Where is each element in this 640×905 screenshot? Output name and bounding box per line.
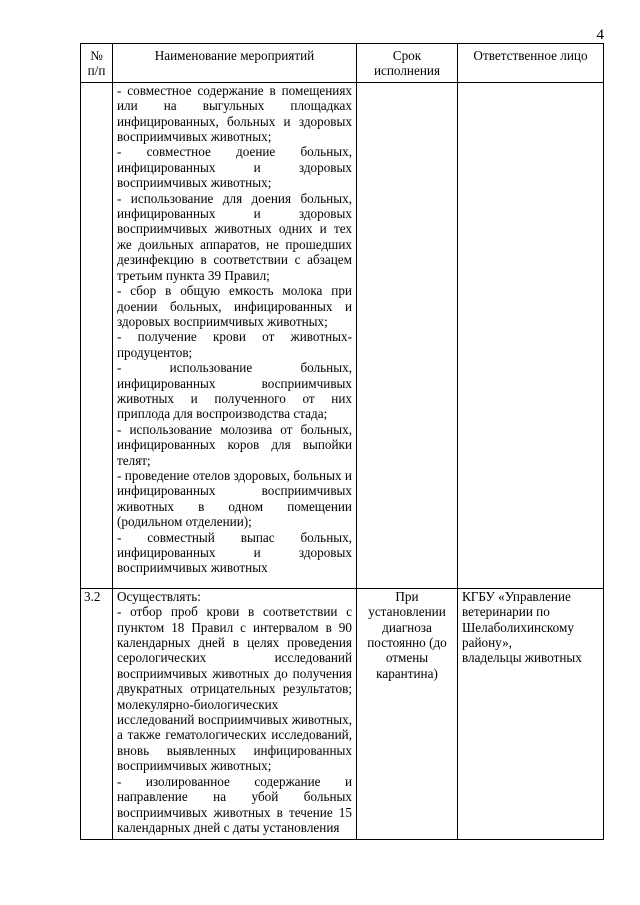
term-cell — [357, 588, 458, 839]
page-number: 4 — [596, 27, 604, 43]
header-name: Наименование мероприятий — [113, 44, 357, 83]
term-line: При установлении диагноза — [368, 588, 446, 635]
measure-item: - использование больных, инфицированных восприимчивых животных и полученного от них приплода для воспроизводства стада; — [117, 360, 352, 422]
measure-item: Осуществлять: — [117, 588, 201, 604]
row-num: 3.2 — [81, 588, 113, 839]
measure-item: - совместное доение больных, инфицированных и здоровых восприимчивых животных; — [117, 144, 352, 191]
measures-cell — [113, 82, 357, 588]
measure-item: - получение крови от животных-продуцентов; — [117, 329, 352, 360]
measure-item: - сбор в общую емкость молока при доении больных, инфицированных и здоровых восприимчивых животных; — [117, 283, 352, 329]
table-header-row — [81, 44, 604, 83]
measure-item: - проведение отелов здоровых, больных и инфицированных восприимчивых животных в одном помещении (родильном отделении); — [117, 467, 352, 530]
measure-item: - изолированное содержание и направление на убой больных восприимчивых животных в течение 15 календарных дней с даты установления — [117, 773, 352, 835]
responsible-cell — [458, 82, 604, 588]
responsible-line: КГБУ «Управление ветеринарии по Шелаболихинскому району», — [462, 588, 574, 651]
measure-item: - использование для доения больных, инфицированных и здоровых восприимчивых животных одних и тех же доильных аппаратов, не прошедших дезинфекцию в соответствии с абзацем третьим пункта 39 Правил; — [117, 190, 352, 283]
header-term: Срок исполнения — [357, 44, 458, 83]
measure-item: - отбор проб крови в соответствии с пунктом 18 Правил с интервалом в 90 календарных дней в целях проведения серологических исследований восприимчивых животных до получения двукратных отрицательных результатов; молекулярно-биологических исследований восприимчивых животных, а также гематологических исследований, вновь выявленных инфицированных восприимчивых животных; — [117, 604, 352, 774]
table-row — [81, 82, 604, 588]
term-line: постоянно (до отмены карантина) — [367, 635, 447, 681]
header-num: № п/п — [81, 44, 113, 83]
measures-cell — [113, 588, 357, 839]
responsible-cell — [458, 588, 604, 839]
row-num — [81, 82, 113, 588]
measure-item: - совместное содержание в помещениях или на выгульных площадках инфицированных, больных и здоровых восприимчивых животных; — [117, 82, 352, 145]
measure-item: - использование молозива от больных, инфицированных коров для выпойки телят; — [117, 421, 352, 468]
header-responsible: Ответственное лицо — [458, 44, 604, 83]
table-row — [81, 588, 604, 839]
measures-table — [80, 43, 604, 840]
term-cell — [357, 82, 458, 588]
responsible-line: владельцы животных — [462, 650, 582, 666]
measure-item: - совместный выпас больных, инфицированных и здоровых восприимчивых животных — [117, 529, 352, 576]
